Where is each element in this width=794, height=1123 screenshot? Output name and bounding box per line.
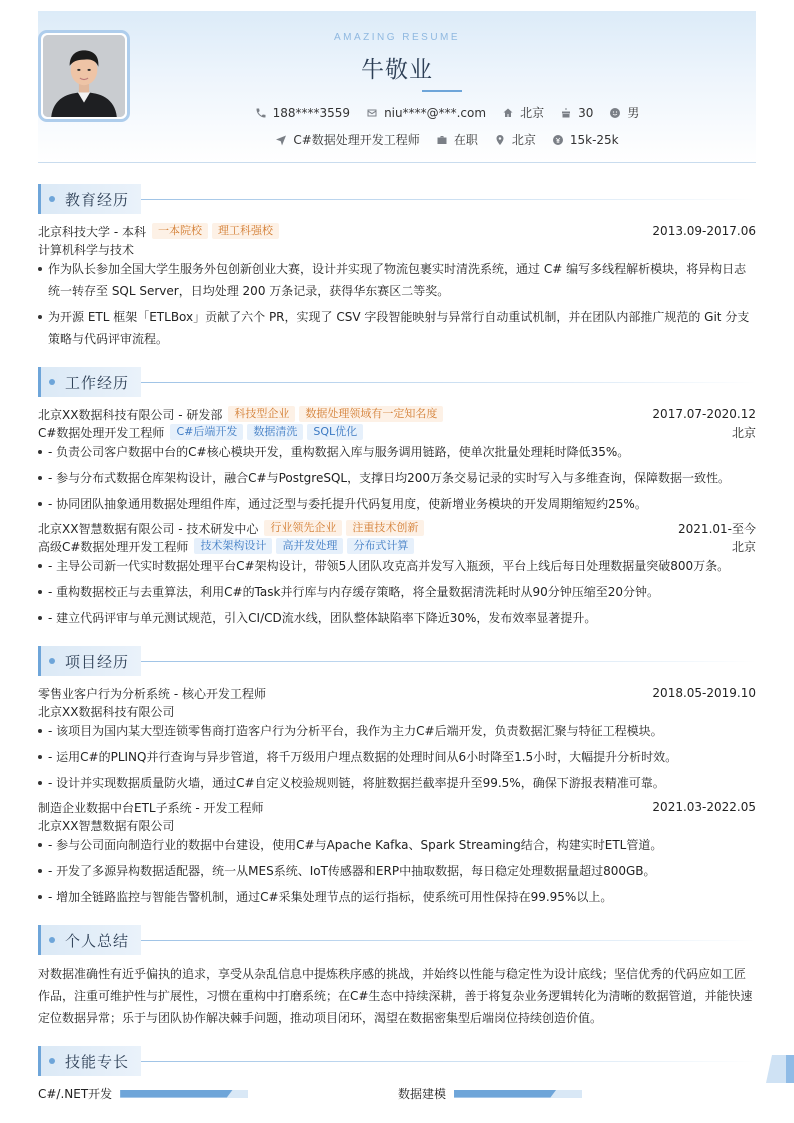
- candidate-name: 牛敬业: [361, 57, 433, 83]
- project-bullet: - 参与公司面向制造行业的数据中台建设，使用C#与Apache Kafka、Spark Streaming结合，构建实时ETL管道。: [38, 834, 756, 856]
- skill-level-fill: [120, 1090, 233, 1098]
- skill-level-bar: [454, 1090, 582, 1098]
- email-info: niu****@***.com: [366, 106, 486, 120]
- school-tag: 一本院校: [152, 223, 208, 239]
- cake-icon: [560, 107, 572, 119]
- target-position-info: C#数据处理开发工程师: [275, 131, 419, 148]
- job-status-info: 在职: [436, 131, 478, 148]
- job-role: 高级C#数据处理开发工程师: [38, 539, 189, 554]
- project-date: 2021.03-2022.05: [652, 800, 756, 814]
- company-tag: 行业领先企业: [264, 520, 342, 536]
- school-name: 北京科技大学 - 本科: [38, 224, 146, 239]
- work-city: 北京: [731, 539, 756, 554]
- work-bullet: - 协同团队抽象通用数据处理组件库，通过泛型与委托提升代码复用度，使新增业务模块的开发周期缩短约25%。: [38, 493, 756, 515]
- section-dot-icon: [49, 937, 55, 943]
- work-bullet: - 建立代码评审与单元测试规范，引入CI/CD流水线，团队整体缺陷率下降近30%，发布效率显著提升。: [38, 607, 756, 629]
- section-projects-title: 项目经历: [38, 646, 756, 676]
- project-title: 制造企业数据中台ETL子系统 - 开发工程师: [38, 800, 264, 815]
- resume-header: [38, 11, 756, 163]
- work-city: 北京: [731, 425, 756, 440]
- money-icon: [552, 134, 564, 146]
- education-header-row: [38, 222, 756, 240]
- contact-info-row: [38, 104, 756, 121]
- work-bullet: - 重构数据校正与去重算法，利用C#的Task并行库与内存缓存策略，将全量数据清洗耗时从90分钟压缩至20分钟。: [38, 581, 756, 603]
- summary-text: 对数据准确性有近乎偏执的追求，享受从杂乱信息中提炼秩序感的挑战，并始终以性能与稳定性为设计底线；坚信优秀的代码应如工匠作品，注重可维护性与扩展性，习惯在重构中打磨系统；在C#生态中持续深耕，善于将复杂业务逻辑转化为清晰的数据管道，并能快速定位数据异常；乐于与团队协作解决棘手问题，推动项目闭环，渴望在数据密集型后端岗位持续创造价值。: [38, 967, 753, 1025]
- project-title: 零售业客户行为分析系统 - 核心开发工程师: [38, 686, 266, 701]
- age-info: 30: [560, 106, 593, 120]
- education-major-row: [38, 240, 756, 258]
- major: 计算机科学与技术: [38, 242, 135, 257]
- work-bullet: - 负责公司客户数据中台的C#核心模块开发，重构数据入库与服务调用链路，使单次批量处理耗时降低35%。: [38, 441, 756, 463]
- project-bullet: - 增加全链路监控与智能告警机制，通过C#采集处理节点的运行指标，使系统可用性保持在99.95%以上。: [38, 886, 756, 908]
- project-bullet: - 设计并实现数据质量防火墙，通过C#自定义校验规则链，将脏数据拦截率提升至99.5%，确保下游报表精准可靠。: [38, 772, 756, 794]
- section-education-title: 教育经历: [38, 184, 756, 214]
- skill-item: [38, 1085, 248, 1102]
- project-org-row: [38, 702, 756, 720]
- gender-info: 男: [609, 104, 639, 121]
- role-tag: 技术架构设计: [194, 538, 272, 554]
- section-dot-icon: [49, 379, 55, 385]
- company-name: 北京XX智慧数据有限公司 - 技术研发中心: [38, 521, 259, 536]
- project-org: 北京XX智慧数据有限公司: [38, 818, 175, 833]
- skill-item: [398, 1085, 582, 1102]
- resume-tagline: AMAZING RESUME: [333, 32, 461, 43]
- role-tag: C#后端开发: [170, 424, 243, 440]
- work-role-row: [38, 537, 756, 555]
- job-role: C#数据处理开发工程师: [38, 425, 165, 440]
- role-tag: 高并发处理: [276, 538, 343, 554]
- section-summary-title: 个人总结: [38, 925, 756, 955]
- location-icon: [494, 134, 506, 146]
- education-bullet: 为开源 ETL 框架「ETLBox」贡献了六个 PR，实现了 CSV 字段智能映射与异常行自动重试机制，并在团队内部推广规范的 Git 分支策略与代码评审流程。: [38, 306, 756, 350]
- face-icon: [609, 107, 621, 119]
- company-tag: 注重技术创新: [346, 520, 424, 536]
- company-name: 北京XX数据科技有限公司 - 研发部: [38, 407, 223, 422]
- target-city-info: 北京: [494, 131, 536, 148]
- section-skills-title: 技能专长: [38, 1046, 756, 1076]
- phone-icon: [255, 107, 267, 119]
- project-org-row: [38, 816, 756, 834]
- project-header-row: [38, 684, 756, 702]
- work-date: 2021.01-至今: [678, 521, 756, 536]
- name-underline: [422, 90, 462, 92]
- home-icon: [502, 107, 514, 119]
- section-dot-icon: [49, 1058, 55, 1064]
- skill-level-fill: [454, 1090, 556, 1098]
- role-tag: SQL优化: [307, 424, 363, 440]
- project-bullet: - 运用C#的PLINQ并行查询与异步管道，将千万级用户埋点数据的处理时间从6小时降至1.5小时，大幅提升分析时效。: [38, 746, 756, 768]
- work-bullet: - 主导公司新一代实时数据处理平台C#架构设计，带领5人团队攻克高并发写入瓶颈，平台上线后每日处理数据量突破800万条。: [38, 555, 756, 577]
- skill-name: 数据建模: [398, 1087, 447, 1101]
- project-org: 北京XX数据科技有限公司: [38, 704, 175, 719]
- send-icon: [275, 134, 287, 146]
- education-bullet: 作为队长参加全国大学生服务外包创新创业大赛，设计并实现了物流包裹实时清洗系统，通过 C# 编写多线程解析模块，将异构日志统一转存至 SQL Server，日均处理 200 万条记录，获得华东赛区二等奖。: [38, 258, 756, 302]
- education-date: 2013.09-2017.06: [652, 224, 756, 238]
- project-header-row: [38, 798, 756, 816]
- work-header-row: [38, 519, 756, 537]
- mail-icon: [366, 107, 378, 119]
- work-date: 2017.07-2020.12: [652, 407, 756, 421]
- project-date: 2018.05-2019.10: [652, 686, 756, 700]
- skill-name: C#/.NET开发: [38, 1087, 113, 1101]
- project-bullet: - 该项目为国内某大型连锁零售商打造客户行为分析平台，我作为主力C#后端开发，负责数据汇聚与特征工程模块。: [38, 720, 756, 742]
- work-bullet: - 参与分布式数据仓库架构设计，融合C#与PostgreSQL，支撑日均200万条交易记录的实时写入与多维查询，保障数据一致性。: [38, 467, 756, 489]
- company-tag: 科技型企业: [228, 406, 295, 422]
- section-dot-icon: [49, 658, 55, 664]
- school-tag: 理工科强校: [212, 223, 279, 239]
- project-bullet: - 开发了多源异构数据适配器，统一从MES系统、IoT传感器和ERP中抽取数据，每日稳定处理数据量超过800GB。: [38, 860, 756, 882]
- job-intent-row: [38, 131, 756, 148]
- work-role-row: [38, 423, 756, 441]
- work-header-row: [38, 405, 756, 423]
- section-work-title: 工作经历: [38, 367, 756, 397]
- salary-info: 15k-25k: [552, 133, 619, 147]
- phone-info: 188****3559: [255, 106, 350, 120]
- company-tag: 数据处理领域有一定知名度: [299, 406, 443, 422]
- section-dot-icon: [49, 196, 55, 202]
- role-tag: 分布式计算: [347, 538, 414, 554]
- role-tag: 数据清洗: [247, 424, 303, 440]
- corner-decoration: [766, 1055, 794, 1083]
- skill-level-bar: [120, 1090, 248, 1098]
- hometown-info: 北京: [502, 104, 544, 121]
- briefcase-icon: [436, 134, 448, 146]
